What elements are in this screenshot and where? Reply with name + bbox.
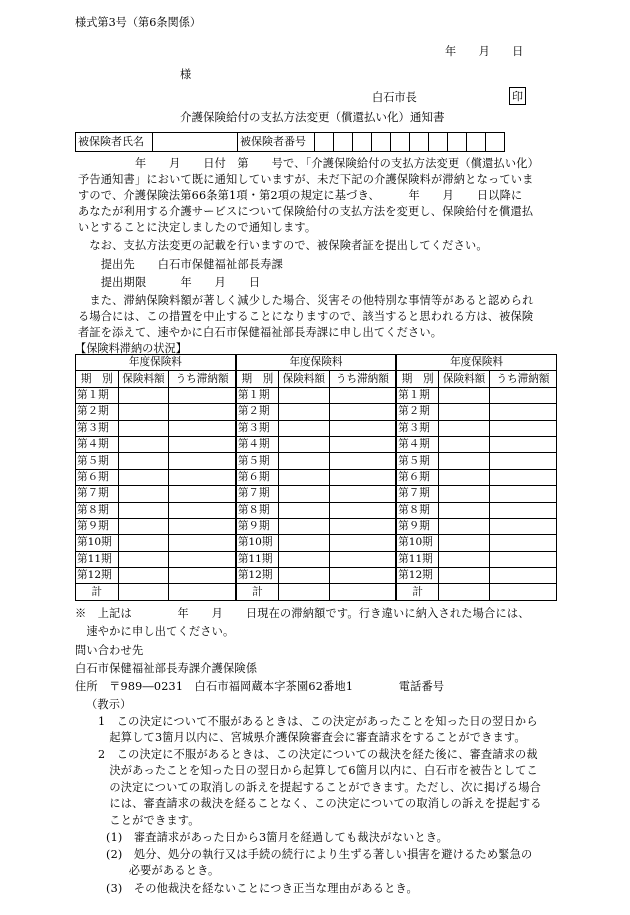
period-label: 第12期 — [396, 568, 439, 584]
premium-amount-cell[interactable] — [278, 469, 329, 485]
arrears-amount-cell[interactable] — [329, 535, 396, 551]
premium-amount-cell[interactable] — [439, 404, 490, 420]
instruction-line: 起算して3箇月以内に、宮城県介護保険審査会に審査請求をすることができます。 — [98, 731, 526, 744]
body-line: なお、支払方法変更の記載を行いますので、被保険者証を提出してください。 — [78, 239, 488, 252]
arrears-amount-cell[interactable] — [169, 502, 236, 518]
contact-department: 白石市保健福祉部長寿課介護保険係 — [75, 662, 258, 675]
insured-number-cell[interactable] — [467, 133, 486, 152]
arrears-amount-cell[interactable] — [489, 568, 556, 584]
premium-amount-cell[interactable] — [278, 436, 329, 452]
period-label: 第１期 — [76, 387, 119, 403]
arrears-amount-cell[interactable] — [169, 535, 236, 551]
premium-amount-cell[interactable] — [278, 568, 329, 584]
insured-number-cell[interactable] — [429, 133, 448, 152]
body-line: 予告通知書」において既に通知していますが、未だ下記の介護保険料が滞納となっていま — [78, 173, 534, 186]
arrears-amount-cell[interactable] — [489, 453, 556, 469]
body-line: また、滞納保険料額が著しく減少した場合、災害その他特別な事情等があると認められ — [78, 294, 534, 307]
arrears-amount-cell[interactable] — [329, 404, 396, 420]
arrears-amount-cell[interactable] — [489, 535, 556, 551]
premium-amount-cell[interactable] — [439, 420, 490, 436]
premium-amount-cell[interactable] — [118, 486, 169, 502]
premium-amount-cell[interactable] — [278, 502, 329, 518]
premium-amount-cell[interactable] — [278, 387, 329, 403]
contact-address: 住所 〒989―0231 白石市福岡蔵本字茶園62番地1 電話番号 — [75, 680, 445, 693]
arrears-amount-cell[interactable] — [489, 469, 556, 485]
premium-amount-cell[interactable] — [118, 551, 169, 567]
column-header: 期 別 — [236, 371, 279, 387]
period-label: 第10期 — [236, 535, 279, 551]
instruction-item: (1) 審査請求があった日から3箇月を経過しても裁決がないとき。 — [106, 831, 449, 844]
arrears-amount-cell[interactable] — [169, 404, 236, 420]
arrears-amount-cell[interactable] — [329, 551, 396, 567]
instruction-line: には、審査請求の裁決を経ることなく、この決定についての取消しの訴えを提起する — [98, 797, 542, 810]
submit-deadline: 提出期限 年 月 日 — [78, 276, 261, 289]
instruction-line: の決定についての取消しの訴えを提起することができます。ただし、次に掲げる場合 — [98, 781, 541, 794]
period-label: 第５期 — [236, 453, 279, 469]
arrears-amount-cell[interactable] — [169, 518, 236, 534]
arrears-heading: 【保険料滞納の状況】 — [75, 342, 187, 355]
premium-amount-cell[interactable] — [278, 535, 329, 551]
arrears-amount-cell[interactable] — [169, 469, 236, 485]
instruction-item: (3) その他裁決を経ないことにつき正当な理由があるとき。 — [106, 882, 418, 895]
instruction-line: 1 この決定について不服があるときは、この決定があったことを知った日の翌日から — [98, 715, 538, 728]
arrears-amount-cell[interactable] — [169, 551, 236, 567]
table-row — [76, 568, 557, 584]
insured-number-cell[interactable] — [315, 133, 334, 152]
instruction-line: ことができます。 — [98, 814, 200, 827]
premium-amount-cell[interactable] — [439, 551, 490, 567]
submit-to: 提出先 白石市保健福祉部長寿課 — [78, 258, 283, 271]
period-label: 第２期 — [396, 404, 439, 420]
period-label: 第３期 — [396, 420, 439, 436]
column-header: 期 別 — [76, 371, 119, 387]
arrears-amount-cell[interactable] — [329, 502, 396, 518]
arrears-total-cell[interactable] — [169, 584, 236, 600]
arrears-amount-cell[interactable] — [329, 387, 396, 403]
body-line: 者証を添えて、速やかに白石市保健福祉部長寿課に申し出てください。 — [78, 326, 443, 339]
table-row — [76, 535, 557, 551]
column-header: 保険料額 — [439, 371, 490, 387]
body-line: いとすることに決定しましたので通知します。 — [78, 221, 317, 234]
arrears-amount-cell[interactable] — [489, 502, 556, 518]
period-label: 第10期 — [76, 535, 119, 551]
arrears-amount-cell[interactable] — [489, 387, 556, 403]
premium-amount-cell[interactable] — [118, 453, 169, 469]
instruction-item: (2) 処分、処分の執行又は手続の続行により生ずる著しい損害を避けるため緊急の — [106, 848, 533, 861]
column-header: うち滞納額 — [329, 371, 396, 387]
premium-amount-cell[interactable] — [118, 469, 169, 485]
insured-number-cell[interactable] — [353, 133, 372, 152]
arrears-total-cell[interactable] — [489, 584, 556, 600]
insured-name-label: 被保険者氏名 — [76, 133, 153, 152]
period-label: 第２期 — [236, 404, 279, 420]
arrears-amount-cell[interactable] — [489, 551, 556, 567]
status-note: 速やかに申し出てください。 — [75, 625, 235, 638]
arrears-amount-cell[interactable] — [329, 568, 396, 584]
period-label: 第９期 — [76, 518, 119, 534]
period-label: 第７期 — [236, 486, 279, 502]
period-label: 第11期 — [76, 551, 119, 567]
premium-amount-cell[interactable] — [439, 453, 490, 469]
premium-amount-cell[interactable] — [118, 518, 169, 534]
table-row — [76, 404, 557, 420]
premium-amount-cell[interactable] — [118, 387, 169, 403]
table-row — [76, 486, 557, 502]
period-label: 第８期 — [76, 502, 119, 518]
arrears-amount-cell[interactable] — [169, 453, 236, 469]
period-label: 第４期 — [76, 436, 119, 452]
body-line: すので、介護保険法第66条第1項・第2項の規定に基づき、 年 月 日以降に — [78, 189, 523, 202]
period-label: 第１期 — [236, 387, 279, 403]
arrears-amount-cell[interactable] — [489, 436, 556, 452]
premium-amount-cell[interactable] — [278, 518, 329, 534]
period-label: 第２期 — [76, 404, 119, 420]
premium-amount-cell[interactable] — [439, 387, 490, 403]
table-row — [76, 453, 557, 469]
arrears-amount-cell[interactable] — [169, 420, 236, 436]
period-label: 第５期 — [76, 453, 119, 469]
period-label: 第４期 — [396, 436, 439, 452]
arrears-amount-cell[interactable] — [329, 486, 396, 502]
premium-amount-cell[interactable] — [118, 404, 169, 420]
period-label: 第４期 — [236, 436, 279, 452]
instruction-item: 必要があるとき。 — [106, 864, 220, 877]
column-header: うち滞納額 — [489, 371, 556, 387]
form-number: 様式第3号（第6条関係） — [75, 16, 202, 29]
insured-number-label: 被保険者番号 — [238, 133, 315, 152]
period-label: 第７期 — [396, 486, 439, 502]
arrears-amount-cell[interactable] — [489, 486, 556, 502]
addressee-suffix: 様 — [180, 68, 192, 81]
premium-total-cell[interactable] — [278, 584, 329, 600]
arrears-amount-cell[interactable] — [329, 420, 396, 436]
total-row — [76, 584, 557, 600]
insured-number-cell[interactable] — [448, 133, 467, 152]
insured-info-table — [75, 132, 505, 152]
total-label: 計 — [236, 584, 279, 600]
arrears-amount-cell[interactable] — [169, 387, 236, 403]
body-line: る場合には、この措置を中止することになりますので、該当すると思われる方は、被保険 — [78, 310, 534, 323]
fiscal-year-header: 年度保険料 — [396, 355, 556, 371]
premium-amount-cell[interactable] — [439, 486, 490, 502]
body-line: あなたが利用する介護サービスについて保険給付の支払方法を変更し、保険給付を償還払 — [78, 205, 534, 218]
insured-name-field[interactable] — [153, 133, 238, 152]
premium-amount-cell[interactable] — [118, 420, 169, 436]
period-label: 第７期 — [76, 486, 119, 502]
period-label: 第10期 — [396, 535, 439, 551]
premium-amount-cell[interactable] — [439, 436, 490, 452]
premium-amount-cell[interactable] — [439, 469, 490, 485]
period-label: 第１期 — [396, 387, 439, 403]
table-row — [76, 551, 557, 567]
table-row — [76, 420, 557, 436]
period-label: 第３期 — [76, 420, 119, 436]
arrears-amount-cell[interactable] — [489, 420, 556, 436]
body-line: 年 月 日付 第 号で、「介護保険給付の支払方法変更（償還払い化） — [78, 157, 540, 170]
year-header-row — [76, 355, 557, 371]
arrears-amount-cell[interactable] — [169, 436, 236, 452]
status-note: ※ 上記は 年 月 日現在の滞納額です。行き違いに納入された場合には、 — [75, 607, 530, 620]
premium-amount-cell[interactable] — [439, 518, 490, 534]
period-label: 第12期 — [76, 568, 119, 584]
period-label: 第11期 — [396, 551, 439, 567]
premium-amount-cell[interactable] — [439, 502, 490, 518]
table-row — [76, 387, 557, 403]
period-label: 第12期 — [236, 568, 279, 584]
arrears-amount-cell[interactable] — [329, 436, 396, 452]
period-label: 第８期 — [236, 502, 279, 518]
fiscal-year-header: 年度保険料 — [76, 355, 236, 371]
insured-number-cell[interactable] — [391, 133, 410, 152]
arrears-amount-cell[interactable] — [329, 518, 396, 534]
total-label: 計 — [396, 584, 439, 600]
arrears-amount-cell[interactable] — [489, 518, 556, 534]
insured-number-cell[interactable] — [486, 133, 505, 152]
period-label: 第３期 — [236, 420, 279, 436]
period-label: 第６期 — [76, 469, 119, 485]
period-label: 第11期 — [236, 551, 279, 567]
insured-number-cell[interactable] — [372, 133, 391, 152]
instruction-line: 決があったことを知った日の翌日から起算して6箇月以内に、白石市を被告としてこ — [98, 764, 538, 777]
arrears-table — [75, 354, 557, 601]
table-row — [76, 518, 557, 534]
period-label: 第６期 — [396, 469, 439, 485]
column-header: うち滞納額 — [169, 371, 236, 387]
premium-amount-cell[interactable] — [278, 486, 329, 502]
premium-amount-cell[interactable] — [439, 568, 490, 584]
premium-amount-cell[interactable] — [118, 568, 169, 584]
contact-label: 問い合わせ先 — [75, 644, 144, 657]
premium-amount-cell[interactable] — [278, 453, 329, 469]
premium-amount-cell[interactable] — [118, 535, 169, 551]
premium-amount-cell[interactable] — [278, 420, 329, 436]
arrears-total-cell[interactable] — [329, 584, 396, 600]
arrears-amount-cell[interactable] — [329, 453, 396, 469]
insured-number-cell[interactable] — [334, 133, 353, 152]
premium-amount-cell[interactable] — [118, 502, 169, 518]
document-title: 介護保険給付の支払方法変更（償還払い化）通知書 — [180, 110, 445, 124]
fiscal-year-header: 年度保険料 — [236, 355, 396, 371]
premium-amount-cell[interactable] — [439, 535, 490, 551]
table-row — [76, 502, 557, 518]
arrears-amount-cell[interactable] — [489, 404, 556, 420]
period-label: 第９期 — [396, 518, 439, 534]
period-label: 第５期 — [396, 453, 439, 469]
premium-amount-cell[interactable] — [118, 436, 169, 452]
table-row — [76, 436, 557, 452]
column-header: 保険料額 — [118, 371, 169, 387]
total-label: 計 — [76, 584, 119, 600]
table-row — [76, 469, 557, 485]
instruction-heading: （教示） — [86, 698, 132, 711]
instruction-line: 2 この決定に不服があるときは、この決定についての裁決を経た後に、審査請求の裁 — [98, 748, 538, 761]
column-header-row — [76, 371, 557, 387]
insured-number-cell[interactable] — [410, 133, 429, 152]
premium-total-cell[interactable] — [118, 584, 169, 600]
seal-mark: 印 — [509, 87, 526, 105]
period-label: 第８期 — [396, 502, 439, 518]
premium-total-cell[interactable] — [439, 584, 490, 600]
issue-date: 年 月 日 — [445, 45, 524, 58]
arrears-amount-cell[interactable] — [169, 486, 236, 502]
issuer-name: 白石市長 — [372, 91, 417, 104]
premium-amount-cell[interactable] — [278, 551, 329, 567]
premium-amount-cell[interactable] — [278, 404, 329, 420]
period-label: 第９期 — [236, 518, 279, 534]
column-header: 保険料額 — [278, 371, 329, 387]
arrears-amount-cell[interactable] — [329, 469, 396, 485]
arrears-amount-cell[interactable] — [169, 568, 236, 584]
column-header: 期 別 — [396, 371, 439, 387]
period-label: 第６期 — [236, 469, 279, 485]
